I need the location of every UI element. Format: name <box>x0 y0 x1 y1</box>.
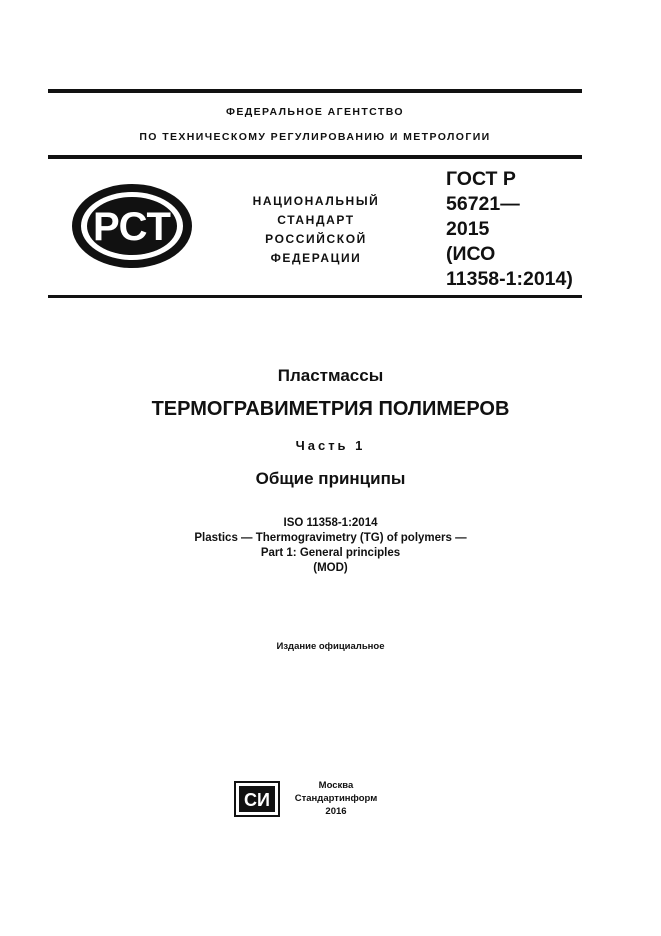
logo-text: РСТ <box>92 205 172 249</box>
publisher-block <box>286 779 386 818</box>
std-label-line-3: РОССИЙСКОЙ <box>265 232 367 246</box>
gost-r-logo-icon <box>70 182 194 270</box>
iso-modification: (MOD) <box>313 562 348 574</box>
designation-line-4: (ИСО <box>446 243 496 265</box>
header-bottom-rule <box>48 295 582 298</box>
stamp-text: СИ <box>244 790 270 810</box>
designation-line-1: ГОСТ Р <box>446 168 516 190</box>
publisher-city: Москва <box>318 780 354 791</box>
std-label-line-4: ФЕДЕРАЦИИ <box>270 251 362 265</box>
publisher-name: Стандартинформ <box>294 793 378 804</box>
edition-note: Издание официальное <box>276 641 385 652</box>
designation-line-2: 56721— <box>446 193 520 215</box>
part-number: Часть 1 <box>295 438 366 453</box>
top-rule-thick <box>48 89 582 93</box>
publisher-year: 2016 <box>325 806 347 817</box>
header-rule <box>48 155 582 159</box>
agency-line-2: ПО ТЕХНИЧЕСКОМУ РЕГУЛИРОВАНИЮ И МЕТРОЛОГИИ <box>139 131 491 143</box>
designation-line-5: 11358-1:2014) <box>446 268 573 290</box>
std-label-line-1: НАЦИОНАЛЬНЫЙ <box>252 194 380 208</box>
designation-line-3: 2015 <box>446 218 490 240</box>
national-standard-label <box>226 192 406 268</box>
iso-title-line-2: Part 1: General principles <box>260 547 401 559</box>
main-title: ТЕРМОГРАВИМЕТРИЯ ПОЛИМЕРОВ <box>151 398 510 420</box>
std-label-line-2: СТАНДАРТ <box>277 213 355 227</box>
standard-designation <box>446 167 596 292</box>
subject-title: Пластмассы <box>277 366 384 385</box>
iso-number: ISO 11358-1:2014 <box>283 517 378 529</box>
iso-title-line-1: Plastics — Thermogravimetry (TG) of polymers — <box>194 532 467 544</box>
standartinform-stamp-icon <box>234 781 280 817</box>
agency-line-1: ФЕДЕРАЛЬНОЕ АГЕНТСТВО <box>226 106 404 118</box>
part-title: Общие принципы <box>255 469 406 488</box>
